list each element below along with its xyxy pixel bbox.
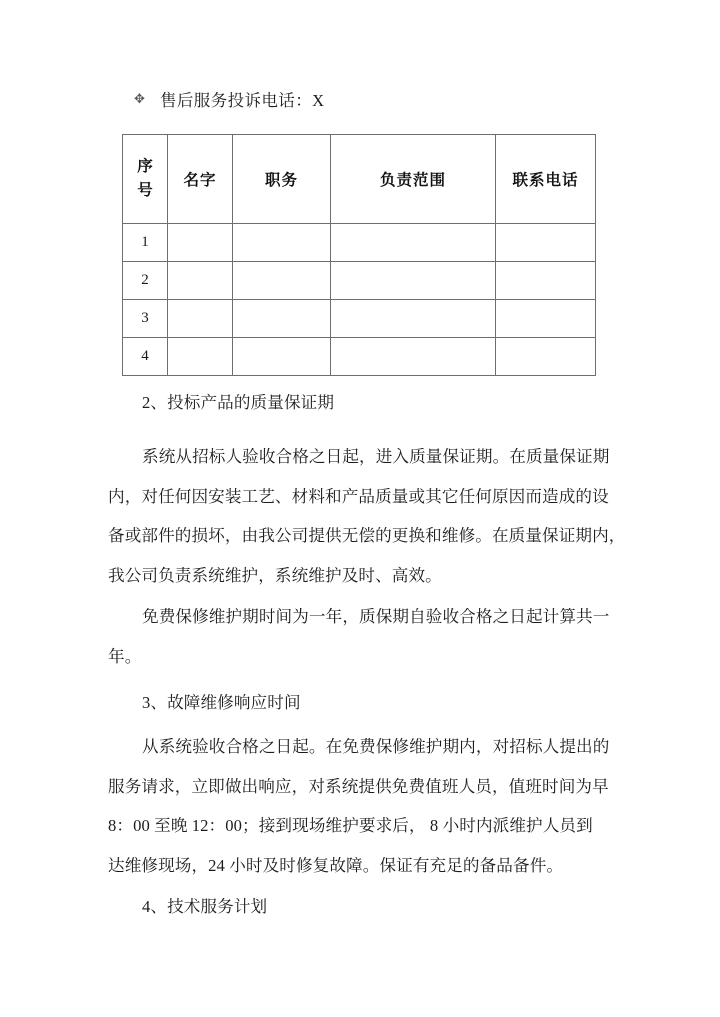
cell-seq: 4 bbox=[123, 338, 168, 376]
table-header-seq-line1: 序 bbox=[137, 157, 153, 175]
cell-tel[interactable] bbox=[496, 262, 596, 300]
paragraph-response-line-4: 达维修现场，24 小时及时修复故障。保证有充足的备品备件。 bbox=[108, 855, 564, 875]
cell-seq: 2 bbox=[123, 262, 168, 300]
cell-scope[interactable] bbox=[331, 338, 496, 376]
cell-tel[interactable] bbox=[496, 300, 596, 338]
paragraph-warranty-line-4: 我公司负责系统维护，系统维护及时、高效。 bbox=[108, 565, 442, 585]
paragraph-response-time bbox=[108, 727, 614, 885]
table-row bbox=[123, 224, 596, 262]
cell-name[interactable] bbox=[168, 224, 233, 262]
cell-post[interactable] bbox=[233, 338, 331, 376]
table-row bbox=[123, 338, 596, 376]
paragraph-response-line-1: 从系统验收合格之日起。在免费保修维护期内，对招标人提出的 bbox=[142, 737, 610, 756]
section-heading-4 bbox=[108, 887, 614, 927]
paragraph-response-line-3: 8：00 至晚 12：00；接到现场维护要求后， 8 小时内派维护人员到 bbox=[108, 816, 593, 835]
service-contact-table bbox=[122, 134, 596, 376]
cell-seq: 3 bbox=[123, 300, 168, 338]
table-header-post: 职务 bbox=[233, 135, 331, 224]
table-header-tel: 联系电话 bbox=[496, 135, 596, 224]
table-header-row bbox=[123, 135, 596, 224]
cell-post[interactable] bbox=[233, 300, 331, 338]
cell-tel[interactable] bbox=[496, 338, 596, 376]
cell-name[interactable] bbox=[168, 338, 233, 376]
paragraph-free-maintenance-line-1: 免费保修维护期时间为一年，质保期自验收合格之日起计算共一 bbox=[142, 607, 610, 626]
table-row bbox=[123, 300, 596, 338]
table-row bbox=[123, 262, 596, 300]
section-heading-2-text: 2、投标产品的质量保证期 bbox=[142, 393, 335, 412]
section-heading-4-text: 4、技术服务计划 bbox=[142, 897, 268, 916]
section-heading-3 bbox=[108, 683, 614, 723]
cell-seq: 1 bbox=[123, 224, 168, 262]
paragraph-free-maintenance-line-2: 年。 bbox=[108, 646, 142, 666]
cell-scope[interactable] bbox=[331, 262, 496, 300]
after-sales-complaint-text: 售后服务投诉电话：X bbox=[160, 91, 325, 110]
paragraph-warranty-line-2: 内，对任何因安装工艺、材料和产品质量或其它任何原因而造成的设 bbox=[108, 486, 609, 506]
paragraph-response-line-2: 服务请求，立即做出响应，对系统提供免费值班人员，值班时间为早 bbox=[108, 776, 609, 796]
cell-tel[interactable] bbox=[496, 224, 596, 262]
paragraph-warranty-period bbox=[108, 437, 626, 595]
cell-scope[interactable] bbox=[331, 300, 496, 338]
cell-name[interactable] bbox=[168, 262, 233, 300]
cell-name[interactable] bbox=[168, 300, 233, 338]
cell-scope[interactable] bbox=[331, 224, 496, 262]
cell-post[interactable] bbox=[233, 262, 331, 300]
table-header-name: 名字 bbox=[168, 135, 233, 224]
section-heading-3-text: 3、故障维修响应时间 bbox=[142, 693, 301, 712]
table-header-scope: 负责范围 bbox=[331, 135, 496, 224]
cell-post[interactable] bbox=[233, 224, 331, 262]
section-heading-2 bbox=[108, 383, 614, 423]
paragraph-warranty-line-3: 备或部件的损坏，由我公司提供无偿的更换和维修。在质量保证期内， bbox=[108, 526, 626, 545]
table-header-seq bbox=[123, 135, 168, 224]
after-sales-complaint-line bbox=[108, 84, 612, 114]
bullet-diamond-cross-icon: ✥ bbox=[134, 90, 146, 106]
paragraph-warranty-line-1: 系统从招标人验收合格之日起，进入质量保证期。在质量保证期 bbox=[142, 447, 610, 466]
table-header-seq-line2: 号 bbox=[137, 182, 153, 199]
paragraph-free-maintenance bbox=[108, 597, 614, 676]
